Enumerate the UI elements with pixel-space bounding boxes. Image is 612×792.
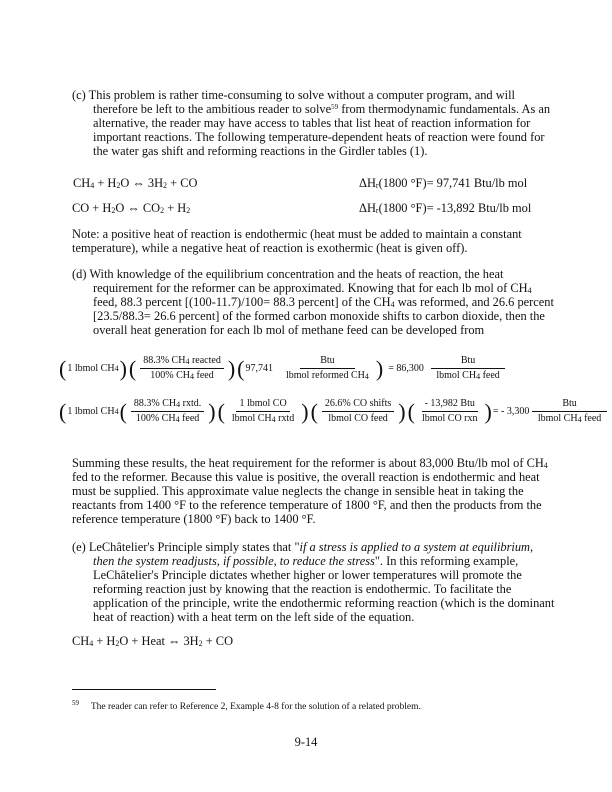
paren-close: ) xyxy=(208,398,216,424)
text-line xyxy=(72,88,515,102)
text-segment: (e) LeChâtelier's Principle simply states that " xyxy=(72,540,300,554)
text-segment: r xyxy=(375,181,379,190)
text-segment: O + Heat ⇔ 3H xyxy=(119,634,199,648)
text-line xyxy=(72,634,233,648)
eq-result: = - 3,300 xyxy=(492,405,530,417)
fraction: 26.6% CO shifts lbmol CO feed xyxy=(322,398,394,425)
text-line xyxy=(72,512,316,526)
fraction: Btu lbmol $CH_4$ feed xyxy=(431,355,505,382)
text-segment: important reactions. The following temperature-dependent heats of reaction were found for xyxy=(93,130,545,144)
paren-open: ( xyxy=(407,398,415,424)
text-segment: 4 xyxy=(90,181,95,190)
fraction: - 13,982 Btu lbmol CO rxn xyxy=(421,398,478,424)
text-line xyxy=(72,498,542,512)
text-segment: [23.5/88.3= 26.6 percent] of the formed carbon monoxide shifts to carbon dioxide, then the xyxy=(93,309,545,323)
text-line xyxy=(72,227,522,241)
eq-sub: 4 xyxy=(114,363,119,373)
text-segment: heat of reaction) with a heat term on the left side of the equation. xyxy=(93,610,415,624)
text-segment: 2 xyxy=(198,639,203,648)
text-segment: + CO xyxy=(202,634,234,648)
footnote xyxy=(72,700,421,714)
text-line xyxy=(93,554,518,568)
text-segment: feed, 88.3 percent [(100-11.7)/100= 88.3 percent] of the CH xyxy=(93,295,391,309)
text-segment: + H xyxy=(94,176,117,190)
text-segment: 2 xyxy=(186,206,191,215)
text-segment: 2 xyxy=(160,206,165,215)
text-line xyxy=(72,201,190,215)
text-line xyxy=(359,201,531,215)
text-line xyxy=(93,323,484,337)
fraction: 88.3% $CH_4$ rxtd. 100% $CH_4$ feed xyxy=(131,398,204,425)
eq-sub: 4 xyxy=(114,406,119,416)
text-line xyxy=(73,176,197,190)
text-segment: the water gas shift and reforming reactions in the Girdler tables (1). xyxy=(93,144,428,158)
text-segment: overall heat generation for each lb mol of methane feed can be developed from xyxy=(93,323,485,337)
text-segment: must be supplied. This approximate value neglects the change in sensible heat in taking the xyxy=(72,484,524,498)
eq-term: 1 lbmol CH xyxy=(67,362,115,374)
paren-open: ( xyxy=(310,398,318,424)
text-segment: reforming reaction just by knowing that the reaction is endothermic. To facilitate the xyxy=(93,582,512,596)
text-segment: ΔH xyxy=(359,176,376,190)
paren-close: ) xyxy=(119,355,127,381)
footnote-mark: 59 xyxy=(72,699,79,707)
paren-open: ( xyxy=(59,355,67,381)
eq-term: 97,741 xyxy=(245,362,273,374)
text-line xyxy=(93,130,545,144)
text-line xyxy=(93,568,522,582)
text-segment: r xyxy=(375,206,379,215)
text-segment: O ⇔ CO xyxy=(115,201,161,215)
text-segment: ". In this reforming example, xyxy=(374,554,519,568)
text-segment: CH xyxy=(72,634,90,648)
text-segment: 4 xyxy=(543,461,548,470)
eq-result: = 86,300 xyxy=(388,362,424,374)
text-line xyxy=(93,582,511,596)
text-segment: 4 xyxy=(89,639,94,648)
text-line xyxy=(93,309,545,323)
text-line xyxy=(72,540,533,554)
paren-open: ( xyxy=(59,398,67,424)
text-segment: application of the principle, write the endothermic reforming reaction (which is the dominant xyxy=(93,596,555,610)
text-segment: from thermodynamic fundamentals. As an xyxy=(338,102,551,116)
text-segment: + H xyxy=(93,634,116,648)
text-line xyxy=(72,456,548,470)
paren-close: ) xyxy=(484,398,492,424)
text-line xyxy=(93,596,554,610)
paren-close: ) xyxy=(301,398,309,424)
text-line xyxy=(93,116,530,130)
paren-close: ) xyxy=(398,398,406,424)
text-segment: CH xyxy=(73,176,91,190)
text-segment: (1800 °F)= -13,892 Btu/lb mol xyxy=(378,201,532,215)
text-segment: reference temperature (1800 °F) back to 1400 °F. xyxy=(72,512,316,526)
text-segment: LeChâtelier's Principle dictates whether higher or lower temperatures will promote the xyxy=(93,568,522,582)
text-segment: Note: a positive heat of reaction is endothermic (heat must be added to maintain a constant xyxy=(72,227,522,241)
paren-open: ( xyxy=(119,398,127,424)
text-line xyxy=(93,281,532,295)
text-segment: 2 xyxy=(116,181,121,190)
text-segment: then the system readjusts, if possible, to reduce the stress xyxy=(93,554,375,568)
text-segment: 4 xyxy=(527,286,532,295)
text-segment: temperature), while a negative heat of reaction is exothermic (heat is given off). xyxy=(72,241,468,255)
text-segment: O ⇔ 3H xyxy=(120,176,164,190)
text-segment: (1800 °F)= 97,741 Btu/lb mol xyxy=(378,176,528,190)
text-segment: requirement for the reformer can be approximated. Knowing that for each lb mol of CH xyxy=(93,281,528,295)
text-segment: 4 xyxy=(390,300,395,309)
text-segment: reactants from 1400 °F to the reference temperature of 1800 °F, and then the products from the xyxy=(72,498,542,512)
text-segment: 2 xyxy=(163,181,168,190)
text-segment: Summing these results, the heat requirement for the reformer is about 83,000 Btu/lb mol of CH xyxy=(72,456,544,470)
text-line xyxy=(72,241,467,255)
footnote-rule xyxy=(72,689,216,690)
text-line xyxy=(93,610,414,624)
text-segment: therefore be left to the ambitious reader to solve xyxy=(93,102,332,116)
paren-close: ) xyxy=(375,355,384,381)
text-segment: (c) This problem is rather time-consuming to solve without a computer program, and will xyxy=(72,88,515,102)
paren-close: ) xyxy=(227,355,236,381)
text-segment: alternative, the reader may have access to tables that list heat of reaction information for xyxy=(93,116,531,130)
text-segment: ΔH xyxy=(359,201,376,215)
text-segment: 2 xyxy=(111,206,116,215)
text-line xyxy=(93,102,550,116)
fraction: 88.3% $CH_4$ reacted 100% $CH_4$ feed xyxy=(140,355,224,382)
text-segment: CO + H xyxy=(72,201,112,215)
text-segment: (d) With knowledge of the equilibrium concentration and the heats of reaction, the heat xyxy=(72,267,504,281)
text-segment: was reformed, and 26.6 percent xyxy=(394,295,554,309)
paren-open: ( xyxy=(237,355,245,381)
text-line xyxy=(72,484,524,498)
text-segment: 2 xyxy=(115,639,120,648)
equation-reforming-heat xyxy=(58,355,508,382)
fraction: Btu lbmol reformed $CH_4$ xyxy=(285,355,369,381)
fraction: 1 lbmol CO lbmol $CH_4$ rxtd xyxy=(231,398,295,424)
text-line xyxy=(93,295,554,309)
page-number: 9-14 xyxy=(294,735,318,749)
text-line xyxy=(72,470,540,484)
text-segment: + CO xyxy=(167,176,198,190)
footnote-text: The reader can refer to Reference 2, Example 4-8 for the solution of a related problem. xyxy=(90,702,421,712)
equation-shift-heat xyxy=(58,398,610,425)
text-line xyxy=(72,267,503,281)
text-segment: if a stress is applied to a system at equilibrium, xyxy=(299,540,534,554)
fraction: Btu lbmol $CH_4$ feed xyxy=(532,398,606,425)
text-line xyxy=(93,144,427,158)
text-segment: fed to the reformer. Because this value is positive, the overall reaction is endothermic and heat xyxy=(72,470,540,484)
paren-open: ( xyxy=(217,398,225,424)
text-segment: 59 xyxy=(331,103,339,111)
text-line xyxy=(359,176,527,190)
text-segment: + H xyxy=(164,201,187,215)
eq-term: 1 lbmol CH xyxy=(67,405,115,417)
paren-open: ( xyxy=(128,355,137,381)
